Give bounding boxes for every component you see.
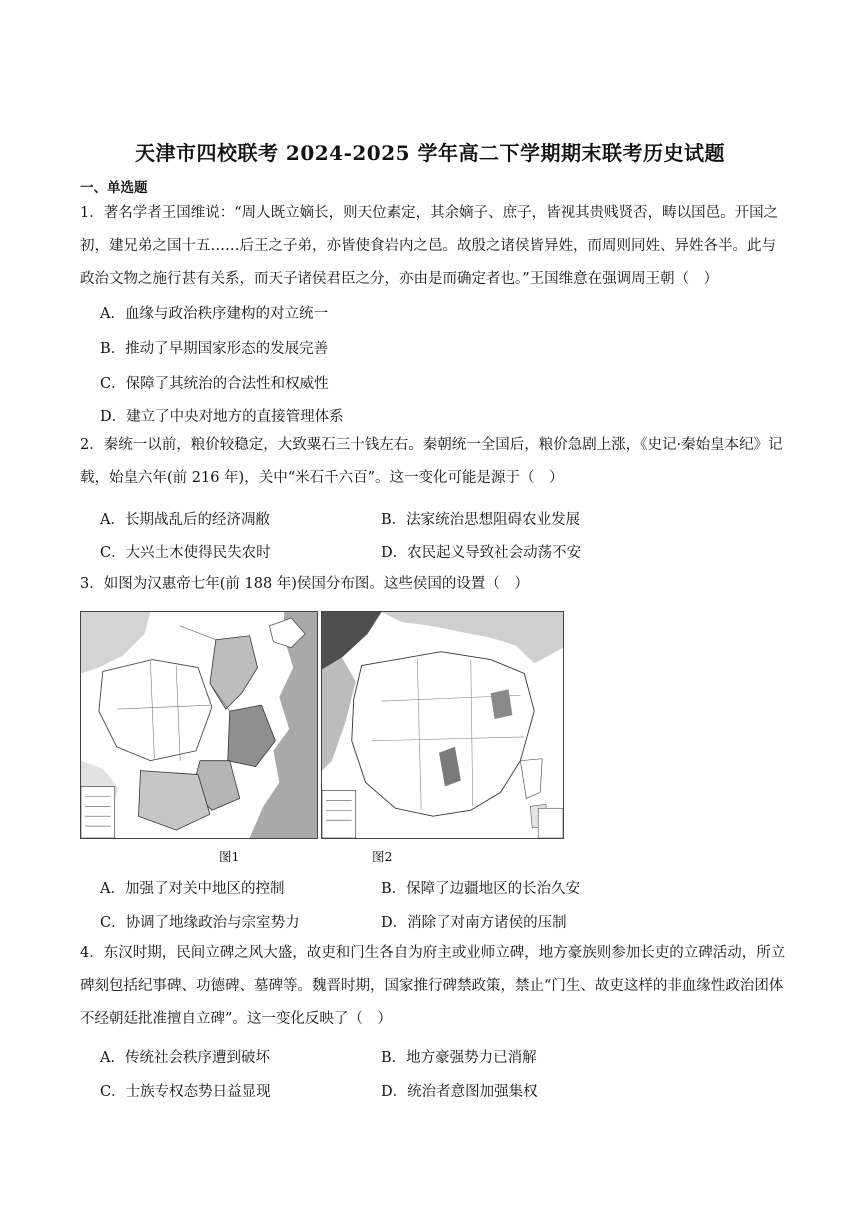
question-2-option-a[interactable]: A．长期战乱后的经济凋敝 [100, 512, 270, 528]
question-2-option-c[interactable]: C．大兴土木使得民失农时 [100, 545, 271, 561]
question-2-option-b[interactable]: B．法家统治思想阻碍农业发展 [381, 512, 581, 528]
question-3-option-d[interactable]: D．消除了对南方诸侯的压制 [381, 915, 567, 931]
hou-state-maps-figure [80, 611, 564, 839]
question-3-stem: 3．如图为汉惠帝七年(前 188 年)侯国分布图。这些侯国的设置（ ） [80, 576, 529, 592]
question-1-stem: 1．著名学者王国维说：“周人既立嫡长，则天位素定，其余嫡子、庶子，皆视其贵贱贤否，畴以国邑。开国之初，建兄弟之国十五……后王之子弟，亦皆使食岩内之邑。故殷之诸侯皆异姓，而周则同姓、异姓各半。此与政治文物之施行甚有关系，而天子诸侯君臣之分，亦由是而确定者也。”王国维意在强调周王朝（ ） [80, 205, 779, 287]
figure-1-caption: 图1 [219, 849, 240, 864]
question-4-option-b[interactable]: B．地方豪强势力已消解 [381, 1050, 537, 1066]
question-3-option-c[interactable]: C．协调了地缘政治与宗室势力 [100, 915, 300, 931]
question-2-option-d[interactable]: D．农民起义导致社会动荡不安 [381, 545, 582, 561]
question-3-option-a[interactable]: A．加强了对关中地区的控制 [100, 881, 285, 897]
question-3-option-b[interactable]: B．保障了边疆地区的长治久安 [381, 881, 581, 897]
question-2-stem: 2．秦统一以前，粮价较稳定，大致粟石三十钱左右。秦朝统一全国后，粮价急剧上涨，《史记·秦始皇本纪》记载，始皇六年(前 216 年)，关中“米石千六百”。这一变化可能是源于（ ） [80, 437, 783, 486]
question-4-option-a[interactable]: A．传统社会秩序遭到破坏 [100, 1050, 270, 1066]
question-1-option-a[interactable]: A．血缘与政治秩序建构的对立统一 [100, 306, 328, 322]
map-figure-2 [321, 611, 564, 839]
figure-2-caption: 图2 [372, 849, 393, 864]
question-4-option-c[interactable]: C．士族专权态势日益显现 [100, 1084, 271, 1100]
map-figure-1 [80, 611, 318, 839]
question-4-stem: 4．东汉时期，民间立碑之风大盛，故吏和门生各自为府主或业师立碑，地方豪族则参加长吏的立碑活动，所立碑刻包括纪事碑、功德碑、墓碑等。魏晋时期，国家推行碑禁政策，禁止“门生、故吏这样的非血缘性政治团体不经朝廷批准擅自立碑”。这一变化反映了（ ） [80, 945, 786, 1027]
question-1-option-b[interactable]: B．推动了早期国家形态的发展完善 [100, 341, 329, 357]
question-1-option-c[interactable]: C．保障了其统治的合法性和权威性 [100, 376, 329, 392]
section-heading: 一、单选题 [80, 180, 148, 196]
question-4-option-d[interactable]: D．统治者意图加强集权 [381, 1084, 538, 1100]
question-1-option-d[interactable]: D．建立了中央对地方的直接管理体系 [100, 409, 344, 425]
document-title: 天津市四校联考 2024-2025 学年高二下学期期末联考历史试题 [134, 141, 726, 165]
